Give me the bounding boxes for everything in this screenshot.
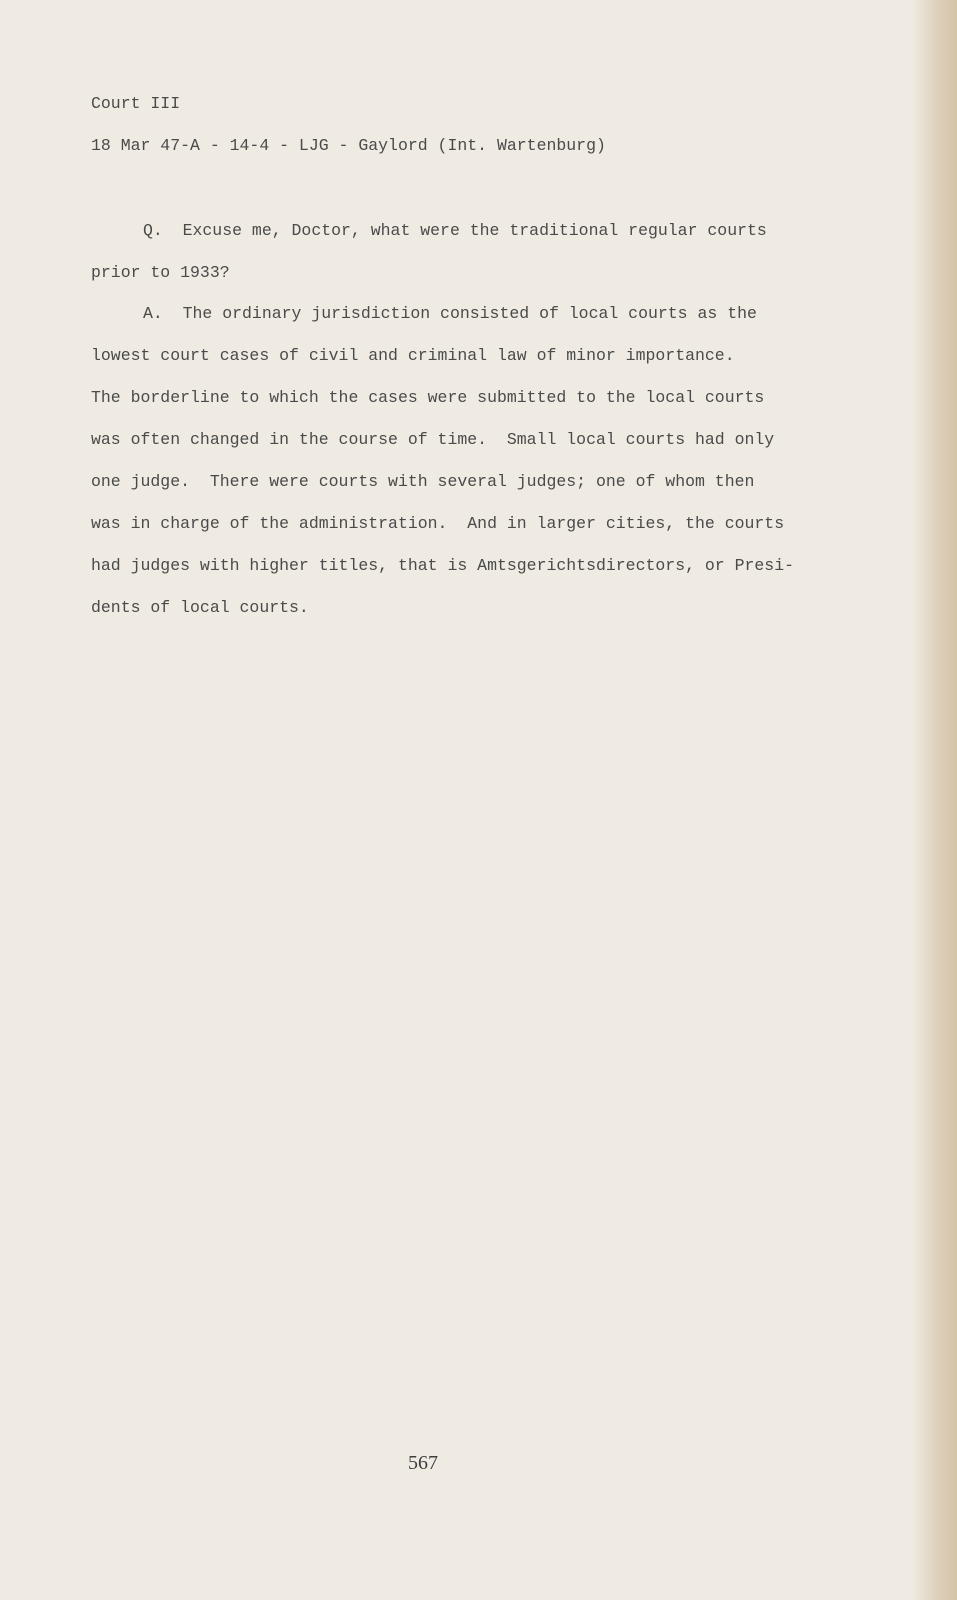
question-paragraph <box>91 210 831 294</box>
question-line: Q. Excuse me, Doctor, what were the traditional regular courts <box>143 221 767 240</box>
answer-line: dents of local courts. <box>91 598 309 617</box>
answer-line: lowest court cases of civil and criminal law of minor importance. <box>91 346 735 365</box>
question-line: prior to 1933? <box>91 263 230 282</box>
page-edge-shadow <box>912 0 957 1600</box>
answer-line: one judge. There were courts with several judges; one of whom then <box>91 472 755 491</box>
answer-line: The borderline to which the cases were submitted to the local courts <box>91 388 765 407</box>
page-number: 567 <box>408 1452 438 1474</box>
session-reference: 18 Mar 47-A - 14-4 - LJG - Gaylord (Int. Wartenburg) <box>91 136 606 155</box>
answer-line: had judges with higher titles, that is Amtsgerichtsdirectors, or Presi- <box>91 556 795 575</box>
court-heading: Court III <box>91 94 181 113</box>
answer-line: A. The ordinary jurisdiction consisted of local courts as the <box>143 304 757 323</box>
answer-line: was in charge of the administration. And in larger cities, the courts <box>91 514 785 533</box>
answer-line: was often changed in the course of time. Small local courts had only <box>91 430 775 449</box>
answer-paragraph <box>91 293 831 629</box>
